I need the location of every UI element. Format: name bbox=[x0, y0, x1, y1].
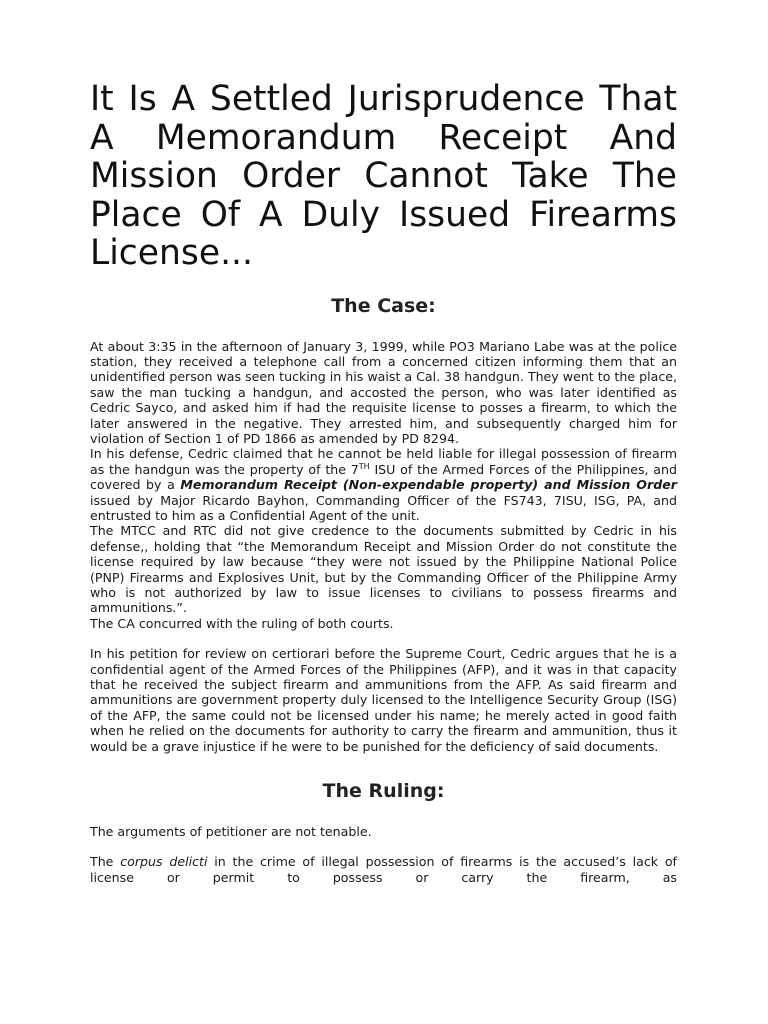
case-section bbox=[90, 339, 677, 755]
case-paragraph-lower-courts: The MTCC and RTC did not give credence to the documents submitted by Cedric in his defense,, holding that “the Memorandum Receipt and Mission Order do not constitute the license required by law because “they were not issued by the Philippine National Police (PNP) Firearms and Explosives Unit, but by the Commanding Officer of the Philippine Army who is not authorized by law to issue licenses to civilians to possess firearms and ammunitions.”. bbox=[90, 523, 677, 616]
ruling-section bbox=[90, 824, 677, 885]
case-paragraph-facts: At about 3:35 in the afternoon of January 3, 1999, while PO3 Mariano Labe was at the police station, they received a telephone call from a concerned citizen informing them that an unidentified person was seen tucking in his waist a Cal. 38 handgun. They went to the place, saw the man tucking a handgun, and accosted the person, who was later identified as Cedric Sayco, and asked him if had the requisite license to posses a firearm, to which the later answered in the negative. They arrested him, and subsequently charged him for violation of Section 1 of PD 1866 as amended by PD 8294. bbox=[90, 338, 677, 446]
corpus-text-end: in the crime of illegal possession of firearms is the accused’s lack of license or permit to possess or carry the firearm, as bbox=[90, 854, 677, 885]
ordinal-suffix: TH bbox=[358, 461, 370, 471]
defense-text-middle: ISU of the Armed Forces of the Philippines, and covered by a bbox=[90, 461, 677, 493]
corpus-text-start: The bbox=[90, 854, 121, 870]
case-paragraph-ca: The CA concurred with the ruling of both courts. bbox=[90, 615, 394, 631]
case-paragraph-defense bbox=[90, 446, 677, 523]
case-heading: The Case: bbox=[331, 294, 436, 317]
document-page bbox=[90, 0, 677, 885]
ruling-heading: The Ruling: bbox=[322, 780, 445, 803]
ruling-paragraph-tenable: The arguments of petitioner are not tenable. bbox=[90, 824, 372, 840]
corpus-delicti-term: corpus delicti bbox=[120, 854, 208, 870]
ruling-paragraph-corpus-delicti bbox=[90, 854, 677, 885]
memorandum-receipt-emphasis: Memorandum Receipt (Non-expendable property) and Mission Order bbox=[180, 477, 677, 493]
case-paragraph-petition: In his petition for review on certiorari before the Supreme Court, Cedric argues that he is a confidential agent of the Armed Forces of the Philippines (AFP), and it was in that capacity that he received the subject firearm and ammunitions from the AFP. As said firearm and ammunitions are government property duly licensed to the Intelligence Security Group (ISG) of the AFP, the same could not be licensed under his name; he merely acted in good faith when he relied on the documents for authority to carry the firearm and ammunition, thus it would be a grave injustice if he were to be punished for the deficiency of said documents. bbox=[90, 646, 677, 754]
document-title: It Is A Settled Jurisprudence That A Memorandum Receipt And Mission Order Cannot Take The Place Of A Duly Issued Firearms License... bbox=[90, 79, 677, 273]
defense-text-end: issued by Major Ricardo Bayhon, Commanding Officer of the FS743, 7ISU, ISG, PA, and entrusted to him as a Confidential Agent of the unit. bbox=[90, 492, 677, 523]
defense-text-start: In his defense, Cedric claimed that he cannot be held liable for illegal possession of firearm as the handgun was the property of the 7 bbox=[90, 446, 677, 477]
